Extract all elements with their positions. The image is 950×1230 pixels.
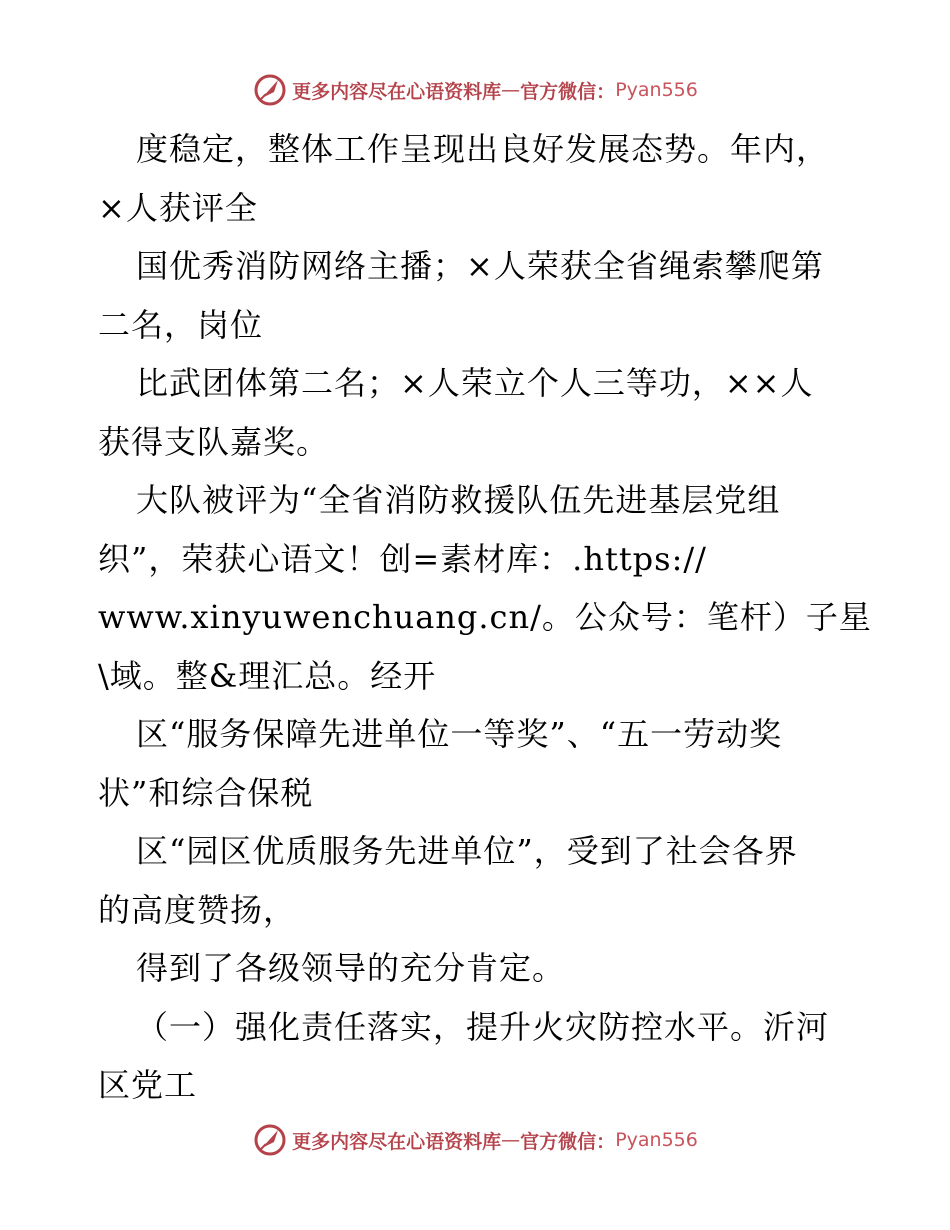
watermark-brand: 更多内容尽在心语资料库	[292, 80, 502, 103]
watermark-dash: —	[501, 1129, 521, 1151]
watermark-dash: —	[501, 79, 521, 101]
body-line: 大队被评为“全省消防救援队伍先进基层党组	[136, 481, 781, 519]
body-line: 国优秀消防网络主播；×人荣获全省绳索攀爬第	[136, 247, 824, 285]
body-line: 的高度赞扬，	[98, 890, 297, 929]
document-body	[98, 120, 872, 1115]
watermark-brand: 更多内容尽在心语资料库	[292, 1130, 502, 1153]
body-line: 比武团体第二名；×人荣立个人三等功，××人	[136, 364, 814, 402]
footer-watermark	[0, 1120, 950, 1160]
body-line: 区“园区优质服务先进单位”，受到了社会各界	[136, 832, 798, 870]
body-line: 获得支队嘉奖。	[98, 422, 330, 461]
watermark-label: 官方微信：	[520, 1130, 616, 1153]
feather-pen-logo-icon	[252, 1122, 288, 1158]
watermark-wechat-id: Pyan556	[615, 1129, 698, 1151]
body-line: www.xinyuwenchuang.cn/。公众号：笔杆）子星	[98, 598, 872, 636]
watermark-wechat-id: Pyan556	[615, 79, 698, 101]
feather-pen-logo-icon	[252, 72, 288, 108]
body-line: \域。整&理汇总。经开	[98, 656, 437, 695]
body-line: 得到了各级领导的充分肯定。	[136, 949, 566, 987]
body-line: 度稳定，整体工作呈现出良好发展态势。年内，	[136, 130, 830, 168]
body-line: 区“服务保障先进单位一等奖”、“五一劳动奖	[136, 715, 783, 753]
body-line: （一）强化责任落实，提升火灾防控水平。沂河	[136, 1007, 830, 1046]
body-line: 状”和综合保税	[98, 773, 314, 812]
body-line: ×人获评全	[98, 188, 258, 227]
header-watermark	[0, 70, 950, 110]
body-line: 区党工	[98, 1066, 198, 1104]
body-line: 织”，荣获心语文！创=素材库：.https://	[98, 539, 707, 578]
watermark-label: 官方微信：	[520, 80, 616, 103]
body-line: 二名，岗位	[98, 305, 264, 344]
